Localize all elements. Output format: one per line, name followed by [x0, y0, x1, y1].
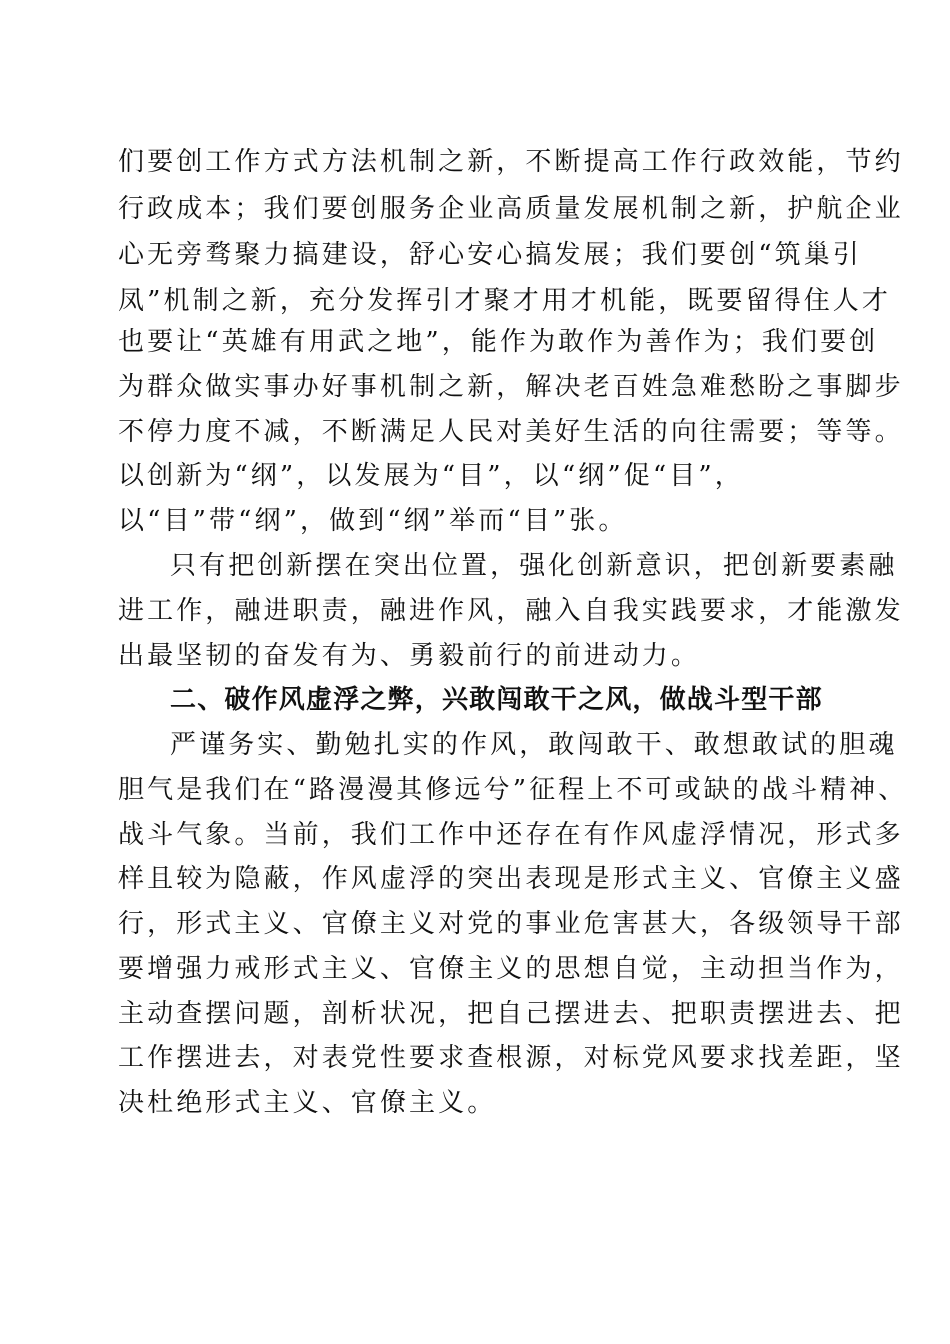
paragraph-line: 为群众做实事办好事机制之新，解决老百姓急难愁盼之事脚步 — [118, 372, 904, 402]
paragraph-line: 心无旁骛聚力搞建设，舒心安心搞发展；我们要创“筑巢引 — [118, 240, 862, 270]
paragraph-line: 胆气是我们在“路漫漫其修远兮”征程上不可或缺的战斗精神、 — [118, 775, 908, 805]
paragraph-line: 也要让“英雄有用武之地”，能作为敢作为善作为；我们要创 — [118, 327, 879, 357]
paragraph-line: 出最坚韧的奋发有为、勇毅前行的前进动力。 — [118, 641, 701, 671]
paragraph-line: 主动查摆问题，剖析状况，把自己摆进去、把职责摆进去、把 — [118, 999, 904, 1029]
section-heading: 二、破作风虚浮之弊，兴敢闯敢干之风，做战斗型干部 — [170, 685, 823, 715]
paragraph-line: 严谨务实、勤勉扎实的作风，敢闯敢干、敢想敢试的胆魂 — [170, 730, 898, 760]
paragraph-line: 行，形式主义、官僚主义对党的事业危害甚大，各级领导干部 — [118, 909, 904, 939]
paragraph-line: 以创新为“纲”，以发展为“目”，以“纲”促“目”， — [118, 461, 744, 491]
paragraph-line: 以“目”带“纲”，做到“纲”举而“目”张。 — [118, 506, 628, 536]
paragraph-line: 不停力度不减，不断满足人民对美好生活的向往需要；等等。 — [118, 417, 904, 447]
paragraph-line: 们要创工作方式方法机制之新，不断提高工作行政效能，节约 — [118, 147, 904, 177]
paragraph-line: 只有把创新摆在突出位置，强化创新意识，把创新要素融 — [170, 551, 898, 581]
paragraph-line: 要增强力戒形式主义、官僚主义的思想自觉，主动担当作为， — [118, 954, 904, 984]
paragraph-line: 凤”机制之新，充分发挥引才聚才用才机能，既要留得住人才 — [118, 286, 891, 316]
paragraph-line: 样且较为隐蔽，作风虚浮的突出表现是形式主义、官僚主义盛 — [118, 864, 904, 894]
paragraph-line: 进工作，融进职责，融进作风，融入自我实践要求，才能激发 — [118, 596, 904, 626]
paragraph-line: 战斗气象。当前，我们工作中还存在有作风虚浮情况，形式多 — [118, 820, 904, 850]
paragraph-line: 决杜绝形式主义、官僚主义。 — [118, 1088, 497, 1118]
paragraph-line: 行政成本；我们要创服务企业高质量发展机制之新，护航企业 — [118, 194, 904, 224]
paragraph-line: 工作摆进去，对表党性要求查根源，对标党风要求找差距，坚 — [118, 1043, 904, 1073]
